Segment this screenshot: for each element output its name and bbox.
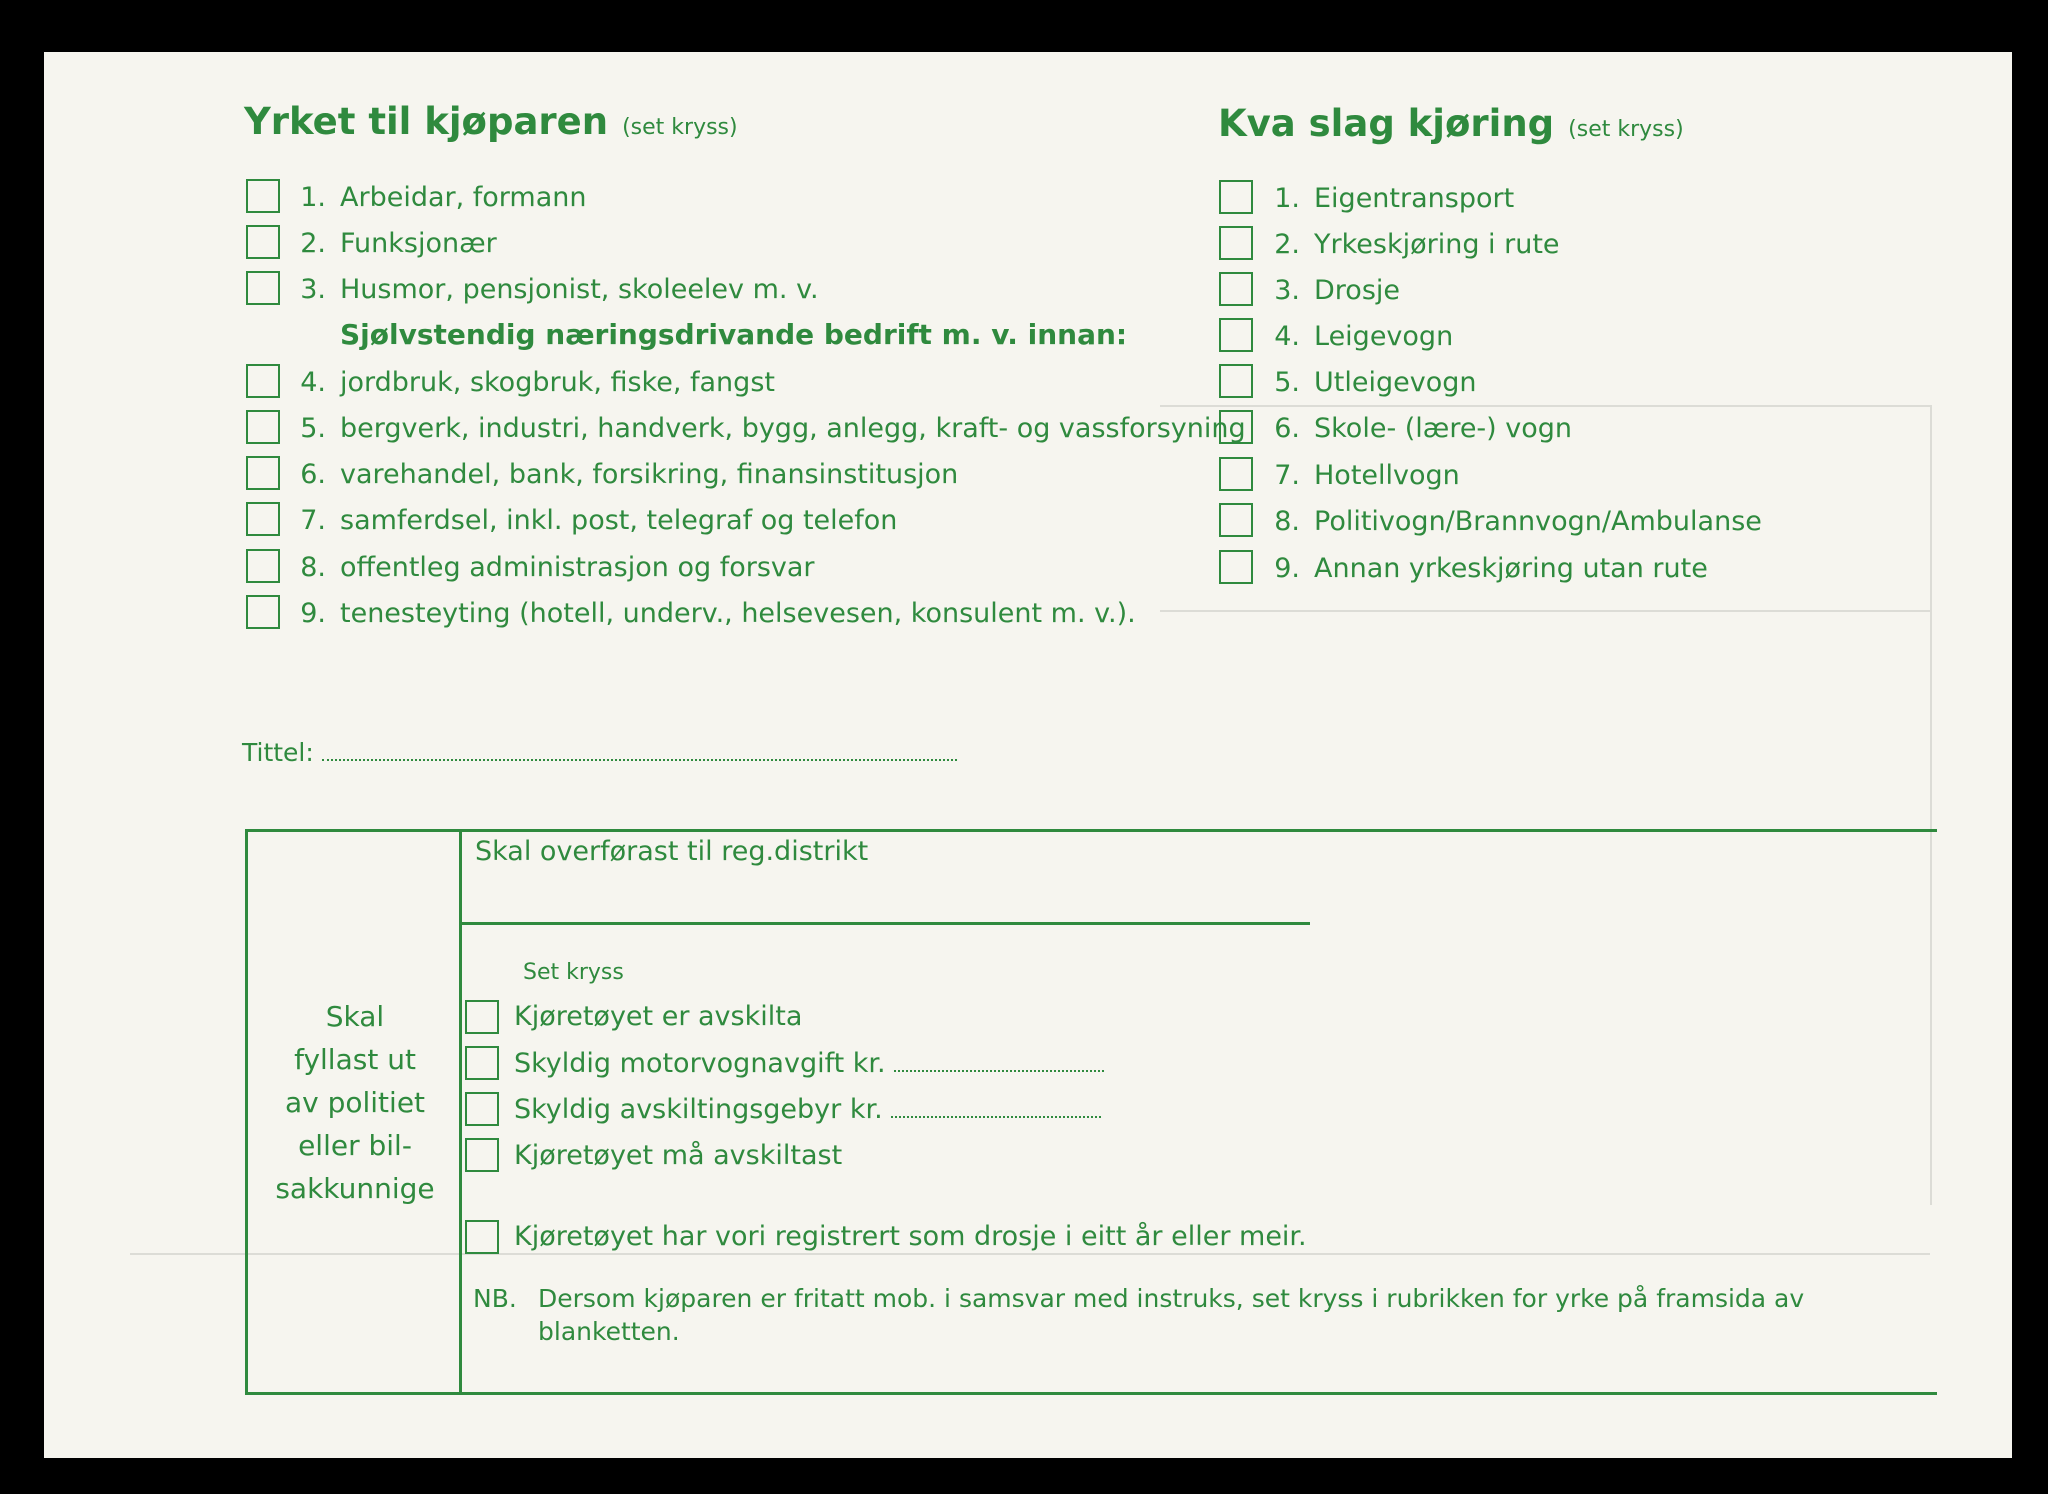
item-number: 9. <box>300 598 326 629</box>
bleed-through-line <box>1160 610 1930 612</box>
side-label-line: fyllast ut <box>294 1043 416 1076</box>
police-check-1 <box>514 999 802 1035</box>
item-label: Husmor, pensjonist, skoleelev m. v. <box>340 274 819 305</box>
driving-item-8 <box>1264 504 1762 540</box>
item-label: Eigentransport <box>1314 183 1515 214</box>
driving-checkbox-1[interactable] <box>1219 180 1253 214</box>
police-check-3 <box>514 1092 1101 1128</box>
driving-heading <box>1218 102 1684 145</box>
transfer-field-line[interactable] <box>462 922 1310 925</box>
occupation-checkbox-4[interactable] <box>246 364 280 398</box>
item-label: tenesteyting (hotell, underv., helsevesen, konsulent m. v.). <box>340 598 1136 629</box>
occupation-checkbox-2[interactable] <box>246 225 280 259</box>
occupation-item-5 <box>290 411 1246 447</box>
police-checkbox-5[interactable] <box>465 1220 499 1254</box>
item-number: 7. <box>300 505 326 536</box>
occupation-item-4 <box>290 365 775 401</box>
item-number: 2. <box>1274 229 1300 260</box>
police-checkbox-4[interactable] <box>465 1138 499 1172</box>
nb-label: NB. <box>473 1284 517 1313</box>
check-label: Skyldig avskiltingsgebyr kr. <box>514 1094 883 1125</box>
driving-checkbox-4[interactable] <box>1219 318 1253 352</box>
item-label: offentleg administrasjon og forsvar <box>340 552 815 583</box>
item-label: Arbeidar, formann <box>340 182 587 213</box>
occupation-checkbox-6[interactable] <box>246 456 280 490</box>
item-label: Hotellvogn <box>1314 460 1460 491</box>
transfer-label: Skal overførast til reg.distrikt <box>475 836 869 867</box>
section-left-rule <box>245 829 248 1395</box>
item-label: samferdsel, inkl. post, telegraf og telefon <box>340 505 898 536</box>
occupation-heading <box>244 100 738 143</box>
check-label: Kjøretøyet har vori registrert som drosje i eitt år eller meir. <box>514 1221 1307 1252</box>
driving-item-3 <box>1264 273 1400 309</box>
police-side-label <box>250 995 460 1210</box>
check-label: Kjøretøyet er avskilta <box>514 1001 803 1032</box>
occupation-item-7 <box>290 503 897 539</box>
driving-checkbox-7[interactable] <box>1219 457 1253 491</box>
occupation-checkbox-1[interactable] <box>246 179 280 213</box>
item-label: Drosje <box>1314 275 1400 306</box>
occupation-item-1 <box>290 180 587 216</box>
item-number: 6. <box>300 459 326 490</box>
item-number: 8. <box>300 552 326 583</box>
item-number: 5. <box>1274 367 1300 398</box>
police-checkbox-2[interactable] <box>465 1046 499 1080</box>
occupation-item-9 <box>290 596 1136 632</box>
occupation-note: (set kryss) <box>622 115 738 140</box>
self-employed-subheading: Sjølvstendig næringsdrivande bedrift m. v. innan: <box>340 318 1128 351</box>
driving-item-9 <box>1264 551 1708 587</box>
item-number: 7. <box>1274 460 1300 491</box>
tittel-field[interactable] <box>322 759 957 761</box>
item-number: 5. <box>300 413 326 444</box>
set-kryss-label: Set kryss <box>523 960 624 985</box>
check-label: Skyldig motorvognavgift kr. <box>514 1048 886 1079</box>
side-label-line: Skal <box>325 1000 385 1033</box>
police-checkbox-1[interactable] <box>465 1000 499 1034</box>
item-label: Leigevogn <box>1314 321 1454 352</box>
item-number: 3. <box>300 274 326 305</box>
occupation-checkbox-9[interactable] <box>246 595 280 629</box>
driving-checkbox-3[interactable] <box>1219 272 1253 306</box>
item-number: 4. <box>1274 321 1300 352</box>
item-number: 3. <box>1274 275 1300 306</box>
driving-item-4 <box>1264 319 1453 355</box>
tittel-label: Tittel: <box>242 738 314 767</box>
driving-item-6 <box>1264 411 1572 447</box>
driving-item-1 <box>1264 181 1514 217</box>
driving-checkbox-9[interactable] <box>1219 550 1253 584</box>
driving-title: Kva slag kjøring <box>1218 102 1555 145</box>
motor-fee-field[interactable] <box>894 1070 1104 1072</box>
occupation-checkbox-8[interactable] <box>246 549 280 583</box>
item-number: 8. <box>1274 506 1300 537</box>
driving-checkbox-6[interactable] <box>1219 410 1253 444</box>
tittel-row <box>242 738 957 767</box>
item-label: Skole- (lære-) vogn <box>1314 413 1573 444</box>
driving-checkbox-8[interactable] <box>1219 503 1253 537</box>
occupation-item-3 <box>290 272 819 308</box>
police-checkbox-3[interactable] <box>465 1092 499 1126</box>
item-number: 9. <box>1274 553 1300 584</box>
driving-checkbox-2[interactable] <box>1219 226 1253 260</box>
item-label: bergverk, industri, handverk, bygg, anlegg, kraft- og vassforsyning <box>340 413 1246 444</box>
police-check-4 <box>514 1138 842 1174</box>
occupation-title: Yrket til kjøparen <box>244 100 609 143</box>
nb-text: Dersom kjøparen er fritatt mob. i samsvar med instruks, set kryss i rubrikken for yrke på framsida av blanketten. <box>538 1284 1805 1346</box>
occupation-checkbox-3[interactable] <box>246 271 280 305</box>
deregistration-fee-field[interactable] <box>891 1116 1101 1118</box>
item-number: 2. <box>300 228 326 259</box>
item-number: 6. <box>1274 413 1300 444</box>
bleed-through-line <box>1930 405 1932 1205</box>
item-label: jordbruk, skogbruk, fiske, fangst <box>340 367 775 398</box>
police-check-5 <box>514 1219 1307 1255</box>
driving-item-7 <box>1264 458 1460 494</box>
driving-checkbox-5[interactable] <box>1219 364 1253 398</box>
side-label-line: av politiet <box>284 1086 426 1119</box>
driving-item-5 <box>1264 365 1476 401</box>
occupation-checkbox-5[interactable] <box>246 410 280 444</box>
section-top-rule <box>245 829 1937 832</box>
side-label-line: eller bil- <box>298 1129 412 1162</box>
item-label: Funksjonær <box>340 228 497 259</box>
item-number: 1. <box>1274 183 1300 214</box>
driving-note: (set kryss) <box>1568 117 1684 142</box>
item-label: Utleigevogn <box>1314 367 1477 398</box>
item-number: 4. <box>300 367 326 398</box>
bleed-through-line <box>1160 405 1930 407</box>
item-label: varehandel, bank, forsikring, finansinstitusjon <box>340 459 959 490</box>
occupation-item-8 <box>290 550 815 586</box>
item-label: Annan yrkeskjøring utan rute <box>1314 553 1708 584</box>
occupation-item-6 <box>290 457 958 493</box>
police-check-2 <box>514 1046 1104 1082</box>
section-bottom-rule <box>245 1392 1937 1395</box>
item-label: Yrkeskjøring i rute <box>1314 229 1560 260</box>
item-label: Politivogn/Brannvogn/Ambulanse <box>1314 506 1762 537</box>
side-label-line: sakkunnige <box>275 1172 435 1205</box>
occupation-item-2 <box>290 226 497 262</box>
item-number: 1. <box>300 182 326 213</box>
occupation-checkbox-7[interactable] <box>246 502 280 536</box>
check-label: Kjøretøyet må avskiltast <box>514 1140 843 1171</box>
driving-item-2 <box>1264 227 1560 263</box>
